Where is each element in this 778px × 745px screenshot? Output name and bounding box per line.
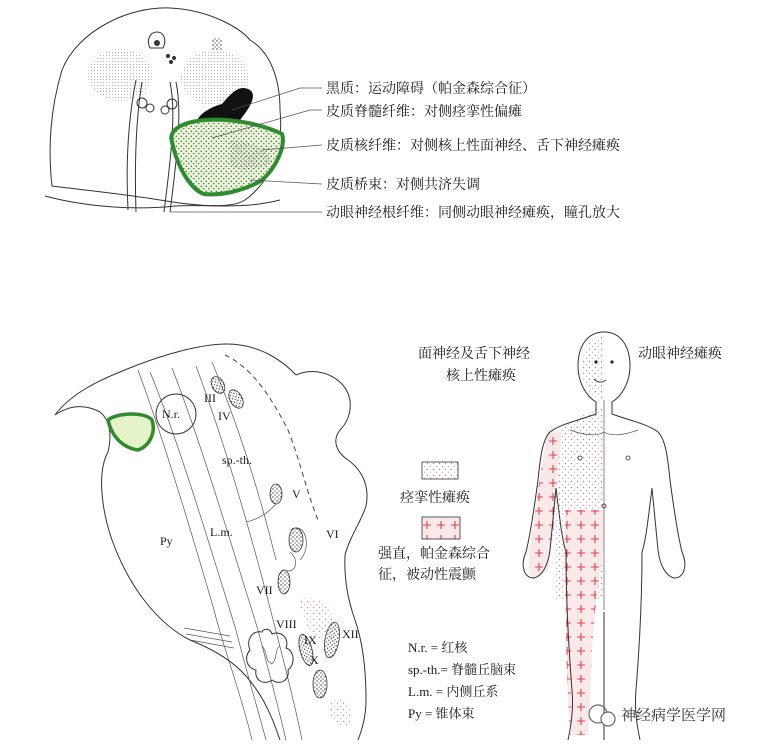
label-facial-line1: 面神经及舌下神经 bbox=[418, 346, 530, 362]
watermark-text: 神经病学医学网 bbox=[621, 706, 727, 724]
nucleus-vi bbox=[289, 528, 303, 552]
legend-rigidity-line2: 征，被动性震颤 bbox=[378, 567, 476, 583]
abbrev-spth: sp.-th.= 脊髓丘脑束 bbox=[408, 662, 517, 677]
label-viii: VIII bbox=[276, 617, 297, 631]
legend-swatch-plus bbox=[422, 517, 460, 539]
body-labels bbox=[418, 345, 722, 384]
midbrain-section bbox=[45, 8, 283, 212]
label-vi: VI bbox=[326, 527, 339, 541]
nucleus-vii bbox=[278, 570, 290, 594]
label-py: Py bbox=[160, 534, 173, 548]
label-iii: III bbox=[204, 391, 216, 405]
label-spth: sp.-th. bbox=[222, 453, 252, 467]
abbrev-lm: L.m. = 内侧丘系 bbox=[408, 684, 499, 699]
label-xii: XII bbox=[342, 627, 359, 641]
label-corticospinal: 皮质脊髓纤维：对侧痉挛性偏瘫 bbox=[326, 104, 522, 120]
abbrev-nr: N.r. = 红核 bbox=[408, 640, 468, 655]
label-lm: L.m. bbox=[210, 525, 233, 539]
body-figure bbox=[523, 332, 685, 740]
abbrev-py: Py = 锥体束 bbox=[408, 706, 475, 721]
label-oculomotor-root: 动眼神经根纤维：同侧动眼神经瘫痪，瞳孔放大 bbox=[326, 205, 620, 221]
top-labels bbox=[326, 80, 620, 221]
label-vii: VII bbox=[256, 583, 273, 597]
leg-rigidity bbox=[564, 510, 604, 735]
brainstem-outline bbox=[55, 344, 296, 415]
legend-spastic: 痉挛性瘫痪 bbox=[400, 490, 470, 506]
label-nr: N.r. bbox=[162, 407, 180, 421]
label-corticopontine: 皮质桥束：对侧共济失调 bbox=[326, 177, 480, 193]
sagittal-lesion bbox=[108, 414, 153, 450]
label-iv: IV bbox=[218, 409, 231, 423]
nucleus-v bbox=[270, 484, 282, 504]
legend-rigidity-line1: 强直，帕金森综合 bbox=[378, 546, 490, 562]
nucleus-iv bbox=[226, 387, 246, 410]
label-v: V bbox=[292, 487, 301, 501]
legend bbox=[378, 462, 490, 583]
label-x: X bbox=[310, 653, 319, 667]
aqueduct-center bbox=[154, 40, 160, 46]
abbreviations bbox=[408, 640, 516, 721]
label-facial-line2: 核上性瘫痪 bbox=[446, 368, 516, 384]
label-substantia-nigra: 黑质：运动障碍（帕金森综合征） bbox=[326, 81, 536, 97]
label-ix: IX bbox=[304, 633, 317, 647]
label-corticonuclear: 皮质核纤维：对侧核上性面神经、舌下神经瘫痪 bbox=[326, 138, 620, 154]
label-oculomotor-palsy: 动眼神经瘫痪 bbox=[638, 346, 722, 362]
midbrain-base-line bbox=[45, 196, 280, 208]
oculomotor-nucleus bbox=[212, 38, 222, 50]
tegmentum-dots-left bbox=[88, 49, 152, 101]
eye-right bbox=[610, 360, 613, 363]
eye-left bbox=[594, 360, 597, 363]
legend-swatch-stipple bbox=[422, 462, 458, 479]
nucleus-x bbox=[313, 670, 327, 698]
watermark bbox=[589, 705, 726, 726]
